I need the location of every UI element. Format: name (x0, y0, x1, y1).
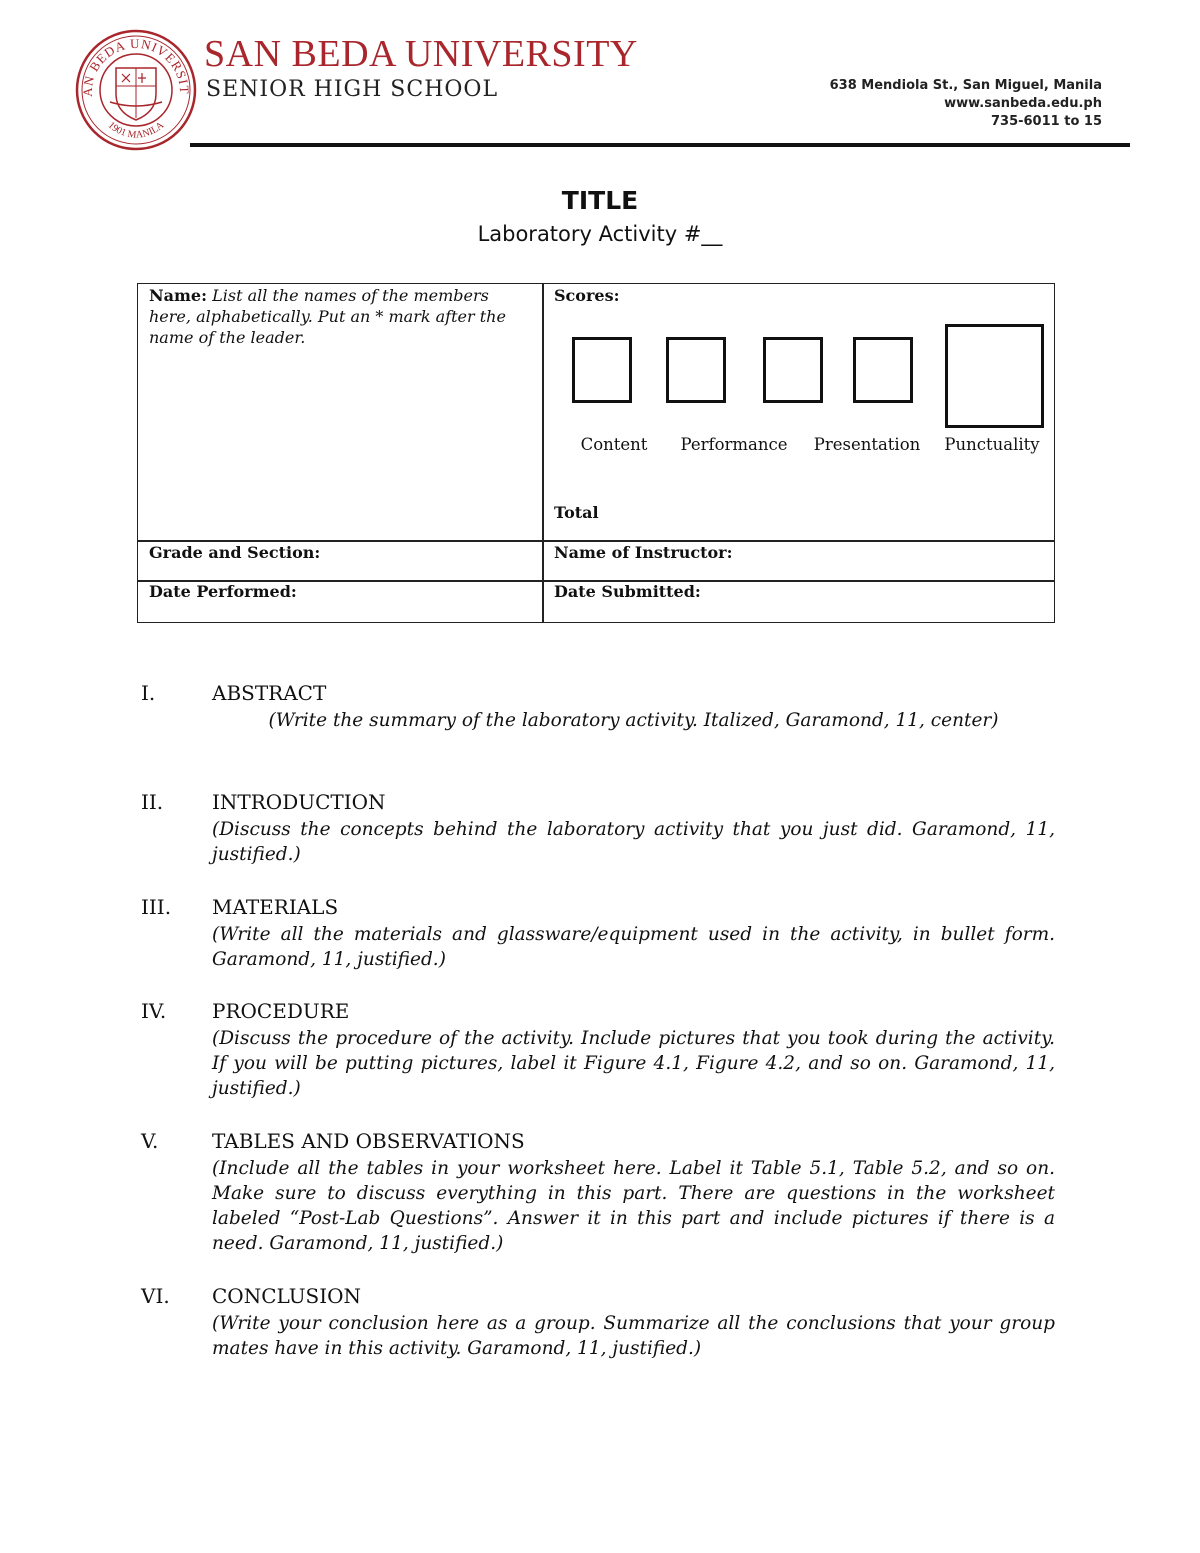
section-heading-procedure: PROCEDURE (212, 999, 350, 1023)
section-number: VI. (141, 1284, 170, 1308)
section-body-conclusion: (Write your conclusion here as a group. Summarize all the conclusions that your group mates have in this activity. Garamond, 11, justified.) (212, 1313, 1055, 1359)
total-label: Total (554, 503, 599, 522)
section-body-abstract: (Write the summary of the laboratory activity. Italized, Garamond, 11, center) (268, 710, 999, 731)
svg-text:SAN BEDA UNIVERSITY: AN BEDA UNIVERSIT (79, 35, 193, 97)
section-heading-tables-observations: TABLES AND OBSERVATIONS (212, 1129, 525, 1153)
instructor-label: Name of Instructor: (554, 543, 733, 562)
university-seal-logo (72, 28, 200, 152)
section-number: IV. (141, 999, 167, 1023)
info-table (137, 283, 1055, 623)
document-subtitle: Laboratory Activity #__ (477, 222, 723, 246)
section-number: III. (141, 895, 172, 919)
table-divider-vertical (542, 284, 544, 622)
section-heading-conclusion: CONCLUSION (212, 1284, 362, 1308)
contact-website: www.sanbeda.edu.ph (944, 96, 1102, 111)
section-heading-materials: MATERIALS (212, 895, 339, 919)
section-body-procedure: (Discuss the procedure of the activity. Include pictures that you took during the activity. If you will be putting pictures, label it Figure 4.1, Figure 4.2, and so on. Garamond, 11, justified.) (212, 1028, 1055, 1099)
section-body-tables-observations: (Include all the tables in your worksheet here. Label it Table 5.1, Table 5.2, and so on. Make sure to discuss everything in this part. There are questions in the worksheet labeled “Post-Lab Questions”. Answer it in this part and include pictures if there is a need. Garamond, 11, justified.) (212, 1158, 1055, 1254)
contact-address: 638 Mendiola St., San Miguel, Manila (829, 78, 1102, 93)
score-label-performance: Performance (680, 435, 788, 454)
grade-section-label: Grade and Section: (149, 543, 321, 562)
date-performed-label: Date Performed: (149, 582, 297, 601)
section-number: II. (141, 790, 164, 814)
contact-phone: 735-6011 to 15 (990, 114, 1102, 129)
score-label-presentation: Presentation (813, 435, 921, 454)
section-heading-abstract: ABSTRACT (212, 681, 327, 705)
date-submitted-label: Date Submitted: (554, 582, 701, 601)
section-heading-introduction: INTRODUCTION (212, 790, 386, 814)
score-box-performance[interactable] (666, 337, 726, 403)
section-number: I. (141, 681, 156, 705)
header-divider (190, 143, 1130, 147)
score-box-content[interactable] (572, 337, 632, 403)
university-name: SAN BEDA UNIVERSITY (204, 33, 638, 75)
section-body-introduction: (Discuss the concepts behind the laboratory activity that you just did. Garamond, 11, justified.) (212, 819, 1055, 865)
name-instructions: List all the names of the members here, alphabetically. Put an * mark after the name of the leader. (149, 286, 506, 347)
section-body-materials: (Write all the materials and glassware/equipment used in the activity, in bullet form. Garamond, 11, justified.) (212, 924, 1055, 970)
score-label-content: Content (580, 435, 648, 454)
document-title: TITLE (561, 186, 639, 215)
section-number: V. (141, 1129, 159, 1153)
score-box-punctuality[interactable] (853, 337, 913, 403)
score-box-total[interactable] (945, 324, 1044, 428)
scores-label: Scores: (554, 286, 620, 305)
name-label: Name: (149, 286, 208, 305)
svg-text:1901 MANILA: 1901 MANILA (105, 119, 167, 141)
school-name: SENIOR HIGH SCHOOL (206, 77, 499, 102)
names-cell[interactable] (149, 285, 529, 348)
score-label-punctuality: Punctuality (944, 435, 1040, 454)
score-box-presentation[interactable] (763, 337, 823, 403)
